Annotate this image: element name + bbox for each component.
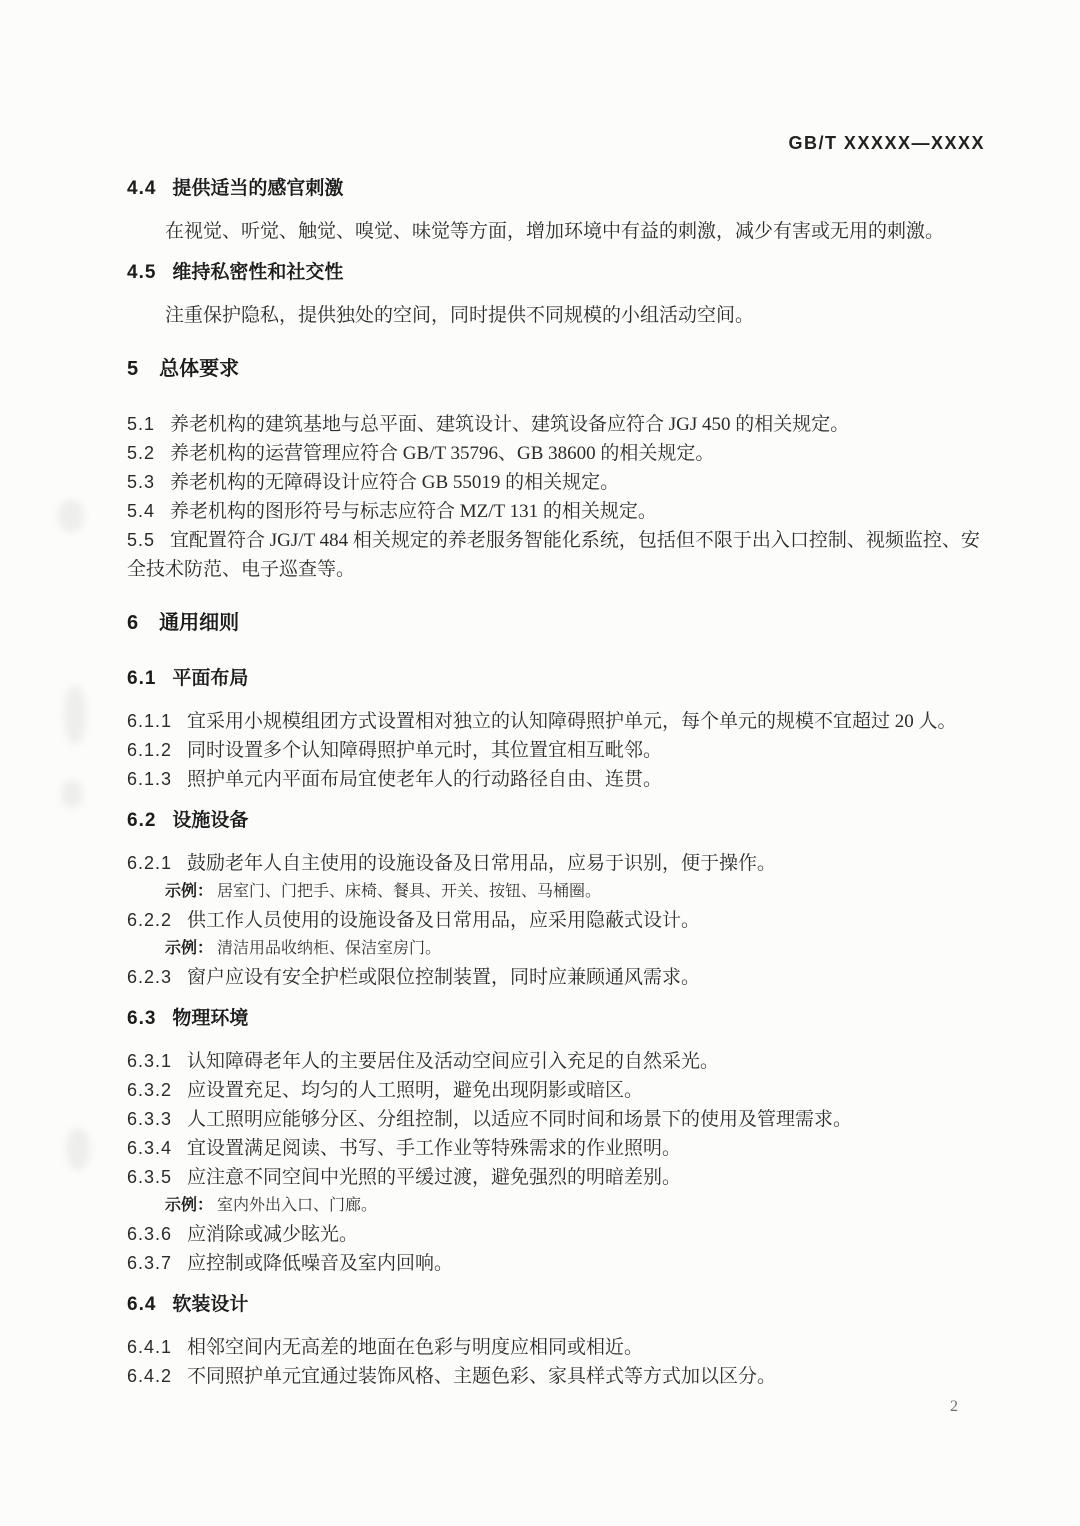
subsection-4-5 bbox=[127, 258, 985, 287]
para-3: 注重保护隐私，提供独处的空间，同时提供不同规模的小组活动空间。 bbox=[165, 305, 755, 326]
clause-6-3-7 bbox=[127, 1249, 985, 1278]
example-text: 清洁用品收纳柜、保洁室房门。 bbox=[217, 940, 442, 957]
clause-text: 设施设备 bbox=[172, 810, 249, 831]
clause-number: 5.5 bbox=[127, 530, 156, 550]
clause-text: 总体要求 bbox=[159, 358, 240, 380]
clause-number: 6.3.6 bbox=[127, 1224, 173, 1244]
clause-number: 6.3 bbox=[127, 1008, 157, 1029]
clause-number: 6.3.5 bbox=[127, 1167, 173, 1187]
example-label: 示例： bbox=[165, 1197, 214, 1214]
clause-6-1-1 bbox=[127, 707, 985, 736]
clause-number: 5 bbox=[127, 358, 140, 380]
clause-5-5 bbox=[127, 526, 985, 584]
clause-number: 6.1.3 bbox=[127, 769, 173, 789]
clause-text: 同时设置多个认知障碍照护单元时，其位置宜相互毗邻。 bbox=[187, 740, 663, 761]
clause-text: 应控制或降低噪音及室内回响。 bbox=[187, 1253, 454, 1274]
clause-number: 4.5 bbox=[127, 262, 157, 283]
clause-number: 6 bbox=[127, 612, 140, 634]
clause-number: 5.3 bbox=[127, 472, 156, 492]
clause-6-3-4 bbox=[127, 1134, 985, 1163]
example-label: 示例： bbox=[165, 883, 214, 900]
clause-text: 相邻空间内无高差的地面在色彩与明度应相同或相近。 bbox=[187, 1337, 644, 1358]
para-1: 在视觉、听觉、触觉、嗅觉、味觉等方面，增加环境中有益的刺激，减少有害或无用的刺激。 bbox=[165, 221, 945, 242]
clause-text: 平面布局 bbox=[172, 668, 249, 689]
clause-6-3-5 bbox=[127, 1163, 985, 1192]
document-body bbox=[127, 162, 985, 1391]
subsection-6-2 bbox=[127, 806, 985, 835]
clause-6-3-2 bbox=[127, 1076, 985, 1105]
clause-number: 6.2.1 bbox=[127, 853, 173, 873]
clause-text: 应注意不同空间中光照的平缓过渡，避免强烈的明暗差别。 bbox=[187, 1167, 682, 1188]
clause-text: 宜配置符合 JGJ/T 484 相关规定的养老服务智能化系统，包括但不限于出入口控制、视频监控、安全技术防范、电子巡查等。 bbox=[127, 530, 980, 580]
clause-text: 养老机构的运营管理应符合 GB/T 35796、GB 38600 的相关规定。 bbox=[170, 443, 715, 464]
clause-text: 不同照护单元宜通过装饰风格、主题色彩、家具样式等方式加以区分。 bbox=[187, 1366, 777, 1387]
subsection-6-3 bbox=[127, 1004, 985, 1033]
clause-text: 宜采用小规模组团方式设置相对独立的认知障碍照护单元，每个单元的规模不宜超过 20 人。 bbox=[187, 711, 957, 732]
clause-text: 认知障碍老年人的主要居住及活动空间应引入充足的自然采光。 bbox=[187, 1051, 720, 1072]
clause-text: 窗户应设有安全护栏或限位控制装置，同时应兼顾通风需求。 bbox=[187, 967, 701, 988]
document-number-header: GB/T XXXXX—XXXX bbox=[788, 133, 985, 153]
scan-smudge bbox=[66, 1128, 90, 1170]
clause-text: 养老机构的图形符号与标志应符合 MZ/T 131 的相关规定。 bbox=[170, 501, 657, 522]
example-27 bbox=[127, 1192, 985, 1220]
clause-number: 5.4 bbox=[127, 501, 156, 521]
clause-text: 物理环境 bbox=[172, 1008, 249, 1029]
clause-text: 提供适当的感官刺激 bbox=[172, 178, 344, 199]
example-17 bbox=[127, 878, 985, 906]
scan-smudge bbox=[61, 780, 83, 808]
clause-6-4-1 bbox=[127, 1333, 985, 1362]
clause-6-4-2 bbox=[127, 1362, 985, 1391]
clause-number: 6.2 bbox=[127, 810, 157, 831]
clause-number: 6.4.1 bbox=[127, 1337, 173, 1357]
clause-number: 6.2.3 bbox=[127, 967, 173, 987]
clause-number: 5.2 bbox=[127, 443, 156, 463]
clause-number: 6.3.3 bbox=[127, 1109, 173, 1129]
clause-number: 6.3.1 bbox=[127, 1051, 173, 1071]
clause-number: 6.3.2 bbox=[127, 1080, 173, 1100]
clause-number: 6.3.4 bbox=[127, 1138, 173, 1158]
clause-6-2-2 bbox=[127, 906, 985, 935]
clause-number: 5.1 bbox=[127, 414, 156, 434]
clause-5-3 bbox=[127, 468, 985, 497]
clause-text: 宜设置满足阅读、书写、手工作业等特殊需求的作业照明。 bbox=[187, 1138, 682, 1159]
section-5 bbox=[127, 354, 985, 384]
section-6 bbox=[127, 608, 985, 638]
clause-5-1 bbox=[127, 410, 985, 439]
clause-number: 6.4 bbox=[127, 1294, 157, 1315]
clause-6-3-1 bbox=[127, 1047, 985, 1076]
subsection-6-4 bbox=[127, 1290, 985, 1319]
clause-number: 6.1 bbox=[127, 668, 157, 689]
clause-text: 人工照明应能够分区、分组控制，以适应不同时间和场景下的使用及管理需求。 bbox=[187, 1109, 853, 1130]
clause-number: 6.3.7 bbox=[127, 1253, 173, 1273]
clause-5-2 bbox=[127, 439, 985, 468]
clause-text: 照护单元内平面布局宜使老年人的行动路径自由、连贯。 bbox=[187, 769, 663, 790]
clause-text: 鼓励老年人自主使用的设施设备及日常用品，应易于识别，便于操作。 bbox=[187, 853, 777, 874]
clause-6-1-3 bbox=[127, 765, 985, 794]
scan-smudge bbox=[58, 500, 84, 532]
page-number: 2 bbox=[950, 1398, 958, 1415]
clause-number: 4.4 bbox=[127, 178, 157, 199]
clause-number: 6.1.2 bbox=[127, 740, 173, 760]
subsection-4-4 bbox=[127, 174, 985, 203]
clause-number: 6.2.2 bbox=[127, 910, 173, 930]
scan-smudge bbox=[64, 686, 86, 744]
clause-text: 应设置充足、均匀的人工照明，避免出现阴影或暗区。 bbox=[187, 1080, 644, 1101]
clause-6-3-3 bbox=[127, 1105, 985, 1134]
clause-6-2-3 bbox=[127, 963, 985, 992]
example-text: 室内外出入口、门廊。 bbox=[217, 1197, 378, 1214]
clause-text: 养老机构的无障碍设计应符合 GB 55019 的相关规定。 bbox=[170, 472, 620, 493]
clause-text: 供工作人员使用的设施设备及日常用品，应采用隐蔽式设计。 bbox=[187, 910, 701, 931]
clause-text: 软装设计 bbox=[172, 1294, 249, 1315]
clause-6-3-6 bbox=[127, 1220, 985, 1249]
clause-6-2-1 bbox=[127, 849, 985, 878]
clause-text: 养老机构的建筑基地与总平面、建筑设计、建筑设备应符合 JGJ 450 的相关规定。 bbox=[170, 414, 850, 435]
example-19 bbox=[127, 935, 985, 963]
clause-number: 6.1.1 bbox=[127, 711, 173, 731]
clause-text: 维持私密性和社交性 bbox=[172, 262, 344, 283]
clause-text: 应消除或减少眩光。 bbox=[187, 1224, 359, 1245]
subsection-6-1 bbox=[127, 664, 985, 693]
clause-text: 通用细则 bbox=[159, 612, 240, 634]
example-label: 示例： bbox=[165, 940, 214, 957]
clause-6-1-2 bbox=[127, 736, 985, 765]
example-text: 居室门、门把手、床椅、餐具、开关、按钮、马桶圈。 bbox=[217, 883, 602, 900]
clause-number: 6.4.2 bbox=[127, 1366, 173, 1386]
clause-5-4 bbox=[127, 497, 985, 526]
